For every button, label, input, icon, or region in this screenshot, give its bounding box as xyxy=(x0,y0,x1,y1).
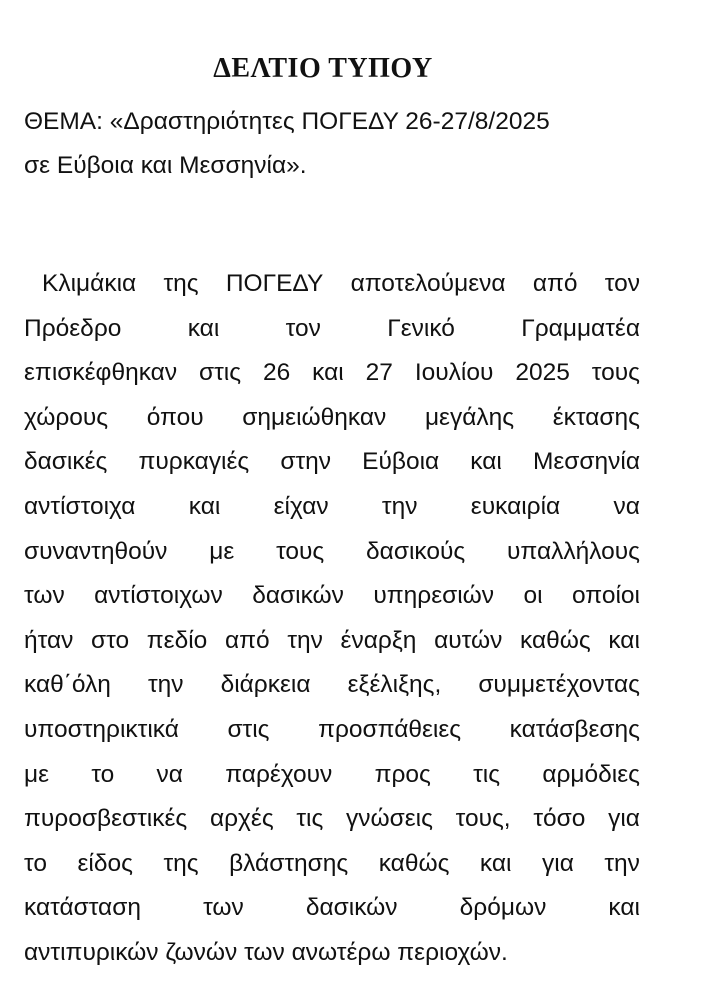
body-word: τόσο xyxy=(533,805,586,833)
body-word: διάρκεια xyxy=(220,671,311,699)
body-word: και xyxy=(188,492,221,520)
body-word: και xyxy=(312,359,344,387)
body-word: στις xyxy=(199,359,242,387)
body-word: επισκέφθηκαν xyxy=(24,359,178,387)
body-line-10 xyxy=(24,663,640,708)
body-word: προς xyxy=(374,760,431,788)
body-line-4 xyxy=(24,396,640,441)
body-word: στην xyxy=(280,448,332,476)
body-word: δασικών xyxy=(252,582,344,610)
body-word: και xyxy=(470,448,502,476)
body-line-15 xyxy=(24,886,640,931)
document-title: ΔΕΛΤΙΟ ΤΥΠΟΥ xyxy=(213,53,433,84)
body-word: Γενικό xyxy=(387,314,455,342)
body-word: τους, xyxy=(455,805,511,833)
body-word: τον xyxy=(285,314,321,342)
body-word: εξέλιξης, xyxy=(347,671,442,699)
body-word: τον xyxy=(604,270,640,297)
body-word: 26 xyxy=(262,359,291,387)
body-word: τις xyxy=(473,760,501,788)
body-word: έναρξη xyxy=(340,626,417,654)
body-word: Ιουλίου xyxy=(414,359,494,387)
body-line-14 xyxy=(24,842,640,887)
body-word: της xyxy=(163,849,199,877)
body-word: της xyxy=(163,270,199,297)
body-word: δρόμων xyxy=(459,894,547,922)
body-word: κατάσταση xyxy=(24,894,141,922)
body-line-6 xyxy=(24,485,640,530)
body-line-9 xyxy=(24,619,640,664)
body-word: την xyxy=(287,626,323,654)
body-line-7 xyxy=(24,530,640,575)
body-line-1 xyxy=(24,262,640,307)
body-line-3 xyxy=(24,351,640,396)
body-word: με xyxy=(209,537,235,565)
body-word: 2025 xyxy=(515,359,570,387)
body-word: των xyxy=(203,894,244,922)
body-word: αποτελούμενα xyxy=(350,270,506,297)
body-word: Κλιμάκια xyxy=(42,270,137,297)
body-word: οι xyxy=(523,582,543,610)
body-word: Εύβοια xyxy=(362,448,440,476)
body-word: και xyxy=(608,894,640,922)
body-word: δασικές xyxy=(24,448,108,476)
body-word: έκτασης xyxy=(552,403,640,431)
body-word: Μεσσηνία xyxy=(532,448,640,476)
body-word: πεδίο xyxy=(146,626,208,654)
body-word: αρχές xyxy=(209,805,274,833)
body-word: υπηρεσιών xyxy=(373,582,495,610)
body-line-11 xyxy=(24,708,640,753)
body-line-16: αντιπυρικών ζωνών των ανωτέρω περιοχών. xyxy=(24,938,508,966)
body-word: αντίστοιχων xyxy=(94,582,223,610)
body-word: δασικών xyxy=(305,894,398,922)
body-word: παρέχουν xyxy=(225,760,333,788)
body-word: πυροσβεστικές xyxy=(24,805,188,833)
body-word: υποστηρικτικά xyxy=(24,715,179,743)
body-word: αυτών xyxy=(434,626,503,654)
body-word: να xyxy=(613,492,640,520)
body-word: πυρκαγιές xyxy=(138,448,250,476)
subject-line-2: σε Εύβοια και Μεσσηνία». xyxy=(24,152,307,179)
body-word: ευκαιρία xyxy=(470,492,561,520)
body-word: για xyxy=(542,849,574,877)
body-word: δασικούς xyxy=(366,537,466,565)
body-word: υπαλλήλους xyxy=(507,537,640,565)
body-word: είχαν xyxy=(273,492,329,520)
body-word: αρμόδιες xyxy=(542,760,640,788)
body-word: το xyxy=(91,760,115,788)
body-word: για xyxy=(608,805,640,833)
body-line-13 xyxy=(24,797,640,842)
body-word: στις xyxy=(227,715,270,743)
body-word: συναντηθούν xyxy=(24,537,168,565)
body-word: οποίοι xyxy=(571,582,640,610)
body-word: ΠΟΓΕΔΥ xyxy=(225,270,324,297)
body-word: το xyxy=(24,849,47,877)
body-word: σημειώθηκαν xyxy=(242,403,387,431)
body-word: καθώς xyxy=(378,849,450,877)
body-paragraph xyxy=(24,262,640,976)
body-word: μεγάλης xyxy=(424,403,515,431)
body-word: την xyxy=(381,492,418,520)
body-word: Γραμματέα xyxy=(521,314,640,342)
body-word: με xyxy=(24,760,50,788)
body-line-2 xyxy=(24,307,640,352)
body-word: και xyxy=(187,314,220,342)
body-word: είδος xyxy=(77,849,133,877)
subject-line-1: ΘΕΜΑ: «Δραστηριότητες ΠΟΓΕΔΥ 26-27/8/2025 xyxy=(24,108,550,135)
body-word: αντίστοιχα xyxy=(24,492,136,520)
body-word: στο xyxy=(91,626,130,654)
body-word: κατάσβεσης xyxy=(509,715,640,743)
body-word: βλάστησης xyxy=(229,849,349,877)
body-word: συμμετέχοντας xyxy=(478,671,640,699)
body-line-5 xyxy=(24,440,640,485)
body-word: προσπάθειες xyxy=(318,715,462,743)
body-word: και xyxy=(608,626,640,654)
subject-block xyxy=(24,100,664,188)
body-word: την xyxy=(604,849,640,877)
body-word: όπου xyxy=(146,403,204,431)
body-line-8 xyxy=(24,574,640,619)
body-word: των xyxy=(24,582,65,610)
body-word: να xyxy=(156,760,183,788)
body-word: τους xyxy=(591,359,640,387)
body-word: 27 xyxy=(365,359,393,387)
body-word: την xyxy=(147,671,184,699)
body-word: από xyxy=(224,626,270,654)
body-word: ήταν xyxy=(24,626,74,654)
body-word: τους xyxy=(276,537,325,565)
body-word: καθ΄όλη xyxy=(24,671,111,699)
body-word: από xyxy=(532,270,578,297)
body-word: τις xyxy=(296,805,324,833)
body-word: Πρόεδρο xyxy=(24,314,122,342)
body-word: καθώς xyxy=(520,626,591,654)
body-word: και xyxy=(479,849,512,877)
body-line-12 xyxy=(24,753,640,798)
body-word: γνώσεις xyxy=(345,805,433,833)
body-word: χώρους xyxy=(24,403,109,431)
